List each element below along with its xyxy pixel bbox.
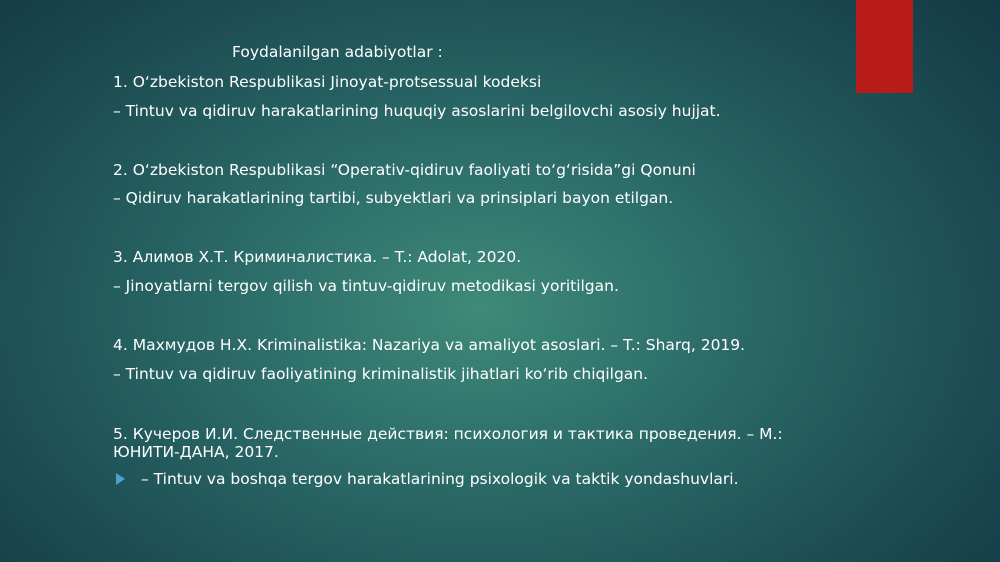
reference-3-title: 3. Алимов Х.Т. Криминалистика. – T.: Adolat, 2020. <box>113 248 522 266</box>
reference-5-note: – Tintuv va boshqa tergov harakatlarining psixologik va taktik yondashuvlari. <box>141 470 739 488</box>
reference-5-title: 5. Кучеров И.И. Следственные действия: психология и тактика проведения. – М.: ЮНИТИ-ДАНА, 2017. <box>113 425 783 461</box>
accent-bar <box>856 0 913 93</box>
reference-4-title: 4. Махмудов Н.Х. Kriminalistika: Nazariya va amaliyot asoslari. – T.: Sharq, 2019. <box>113 336 746 354</box>
triangle-bullet-icon <box>116 473 125 485</box>
slide-title: Foydalanilgan adabiyotlar : <box>232 43 443 61</box>
reference-2-title: 2. O‘zbekiston Respublikasi “Operativ-qidiruv faoliyati to‘g‘risida”gi Qonuni <box>113 161 696 179</box>
reference-1-title: 1. O‘zbekiston Respublikasi Jinoyat-protsessual kodeksi <box>113 73 542 91</box>
reference-1-note: – Tintuv va qidiruv harakatlarining huquqiy asoslarini belgilovchi asosiy hujjat. <box>113 102 721 120</box>
reference-2-note: – Qidiruv harakatlarining tartibi, subyektlari va prinsiplari bayon etilgan. <box>113 189 674 207</box>
reference-4-note: – Tintuv va qidiruv faoliyatining kriminalistik jihatlari ko‘rib chiqilgan. <box>113 365 649 383</box>
reference-3-note: – Jinoyatlarni tergov qilish va tintuv-qidiruv metodikasi yoritilgan. <box>113 277 619 295</box>
